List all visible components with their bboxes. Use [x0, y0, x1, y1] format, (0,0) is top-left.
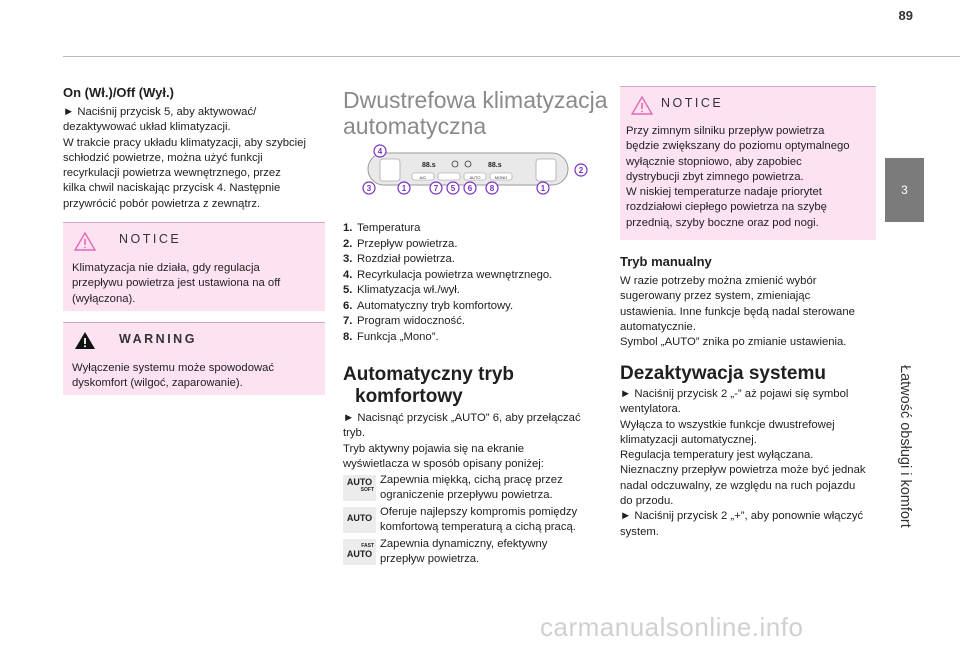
text-line: przepływu powietrza jest ustawiona na off: [72, 277, 281, 290]
deactivation-paragraph: [620, 387, 882, 540]
callout-label: 3: [366, 184, 372, 193]
text-line: wentylatora.: [620, 403, 681, 416]
notice-text: [72, 261, 322, 307]
manual-mode-paragraph: [620, 274, 880, 350]
list-item: 4. Recyrkulacja powietrza wewnętrznego.: [343, 268, 553, 281]
text-line: Wyłączenie systemu może spowodować: [72, 362, 275, 374]
text-line: przednią, szyby boczne oraz pod nogi.: [626, 216, 819, 229]
display-left: 88.s: [422, 162, 436, 169]
auto-icon: AUTO: [343, 507, 376, 533]
mode-soft-row: [343, 473, 588, 505]
callout-label: 8: [489, 184, 495, 193]
text-line: kilka chwil naciskając przycisk 4. Następnie: [63, 182, 281, 195]
page-number: 89: [898, 8, 913, 23]
text-line: Wyłącza to wszystkie funkcje dwustrefowej: [620, 418, 835, 431]
text-line: wyświetlacza w sposób opisany poniżej:: [343, 457, 544, 470]
text-line: W niskiej temperaturze nadaje priorytet: [626, 186, 822, 199]
mode-description: Oferuje najlepszy kompromis pomiędzy komfortową temperaturą a cichą pracą.: [380, 506, 578, 534]
text-line: Regulacja temperatury jest wyłączana.: [620, 449, 814, 462]
auto-mode-heading: [343, 364, 603, 408]
text-line: dystrybucji zbyt zimnego powietrza.: [626, 170, 804, 183]
ac-button-label: A/C: [419, 175, 427, 180]
text-line: recyrkulacji powietrza wewnętrznego, przez: [63, 167, 281, 180]
watermark: carmanualsonline.info: [540, 612, 804, 642]
text-line: automatycznie.: [620, 320, 696, 333]
climate-panel-diagram: [360, 143, 590, 203]
mono-button-label: MONO: [494, 175, 508, 180]
text-line: ► Naciśnij przycisk 2 „+”, aby ponownie włączyć: [620, 510, 864, 523]
heading-line: Automatyczny tryb: [343, 364, 515, 385]
mode-normal-row: [343, 505, 588, 537]
warning-triangle-icon: [631, 96, 653, 115]
callout-label: 2: [578, 166, 584, 175]
list-item: 2. Przepływ powietrza.: [343, 237, 458, 250]
notice-title: NOTICE: [661, 96, 724, 110]
right-temp-knob[interactable]: [536, 159, 556, 181]
list-item: 3. Rozdział powietrza.: [343, 253, 455, 265]
text-line: będzie zwiększany do poziomu optymalnego: [626, 140, 850, 153]
heading-line: automatyczna: [343, 113, 487, 139]
display-right: 88.s: [488, 162, 502, 169]
heading-line: komfortowy: [355, 386, 463, 407]
list-item: 7. Program widoczność.: [343, 315, 465, 327]
manual-mode-heading: Tryb manualny: [620, 254, 712, 269]
fast-auto-icon: FAST AUTO: [343, 539, 376, 565]
callout-label: 5: [450, 184, 456, 193]
deactivation-heading: Dezaktywacja systemu: [620, 363, 826, 384]
text-line: Klimatyzacja nie działa, gdy regulacja: [72, 262, 260, 274]
warning-triangle-icon: [74, 232, 96, 251]
auto-mode-paragraph: [343, 411, 603, 472]
mode-description: Zapewnia miękką, cichą pracę przez ograniczenie przepływu powietrza.: [380, 474, 563, 502]
text-line: klimatyzacji automatycznej.: [620, 433, 757, 446]
chapter-tab[interactable]: 3: [885, 158, 924, 222]
list-item: 1. Temperatura: [343, 222, 421, 234]
callout-label: 6: [467, 184, 473, 193]
onoff-heading: On (Wł.)/Off (Wył.): [63, 85, 174, 100]
auto-soft-icon: AUTO SOFT: [343, 475, 376, 501]
callout-label: 4: [377, 147, 383, 156]
auto-button-label: AUTO: [469, 175, 481, 180]
text-line: Nieznaczny przepływ powietrza może być jednak: [620, 464, 866, 477]
text-line: ► Nacisnąć przycisk „AUTO” 6, aby przełączać: [343, 412, 581, 424]
text-line: Przy zimnym silniku przepływ powietrza: [626, 125, 825, 137]
mode-description: Zapewnia dynamiczny, efektywny przepływ powietrza.: [380, 538, 548, 566]
ac-button[interactable]: [438, 173, 460, 180]
list-item: 8. Funkcja „Mono”.: [343, 330, 439, 343]
dual-zone-heading: [343, 87, 613, 139]
text-line: dezaktywować układ klimatyzacji.: [63, 121, 231, 134]
mode-fast-row: [343, 537, 588, 569]
text-line: nadal odczuwalny, ze względu na ruch pojazdu: [620, 479, 856, 492]
left-temp-knob[interactable]: [380, 159, 400, 181]
callout-label: 1: [401, 184, 407, 193]
notice-box-2: [620, 86, 876, 240]
text-line: Symbol „AUTO” znika po zmianie ustawienia.: [620, 336, 847, 349]
warning-text: [72, 361, 322, 392]
text-line: wyłącznie stopniowo, aby zapobiec: [626, 155, 802, 168]
text-line: tryb.: [343, 427, 365, 440]
text-line: ► Naciśnij przycisk 5, aby aktywować/: [63, 106, 257, 118]
notice-title: NOTICE: [119, 232, 182, 246]
chapter-title: Łatwość obsługi i komfort: [897, 365, 913, 528]
onoff-paragraph: [63, 105, 328, 212]
text-line: dyskomfort (wilgoć, zaparowanie).: [72, 377, 243, 390]
callout-label: 1: [540, 184, 546, 193]
text-line: rozdziałowi ciepłego powietrza na szybę: [626, 201, 827, 214]
legend-list: [343, 221, 603, 345]
text-line: schłodzić powietrze, można użyć funkcji: [63, 151, 263, 164]
text-line: W trakcie pracy układu klimatyzacji, aby szybciej: [63, 136, 306, 149]
list-item: 6. Automatyczny tryb komfortowy.: [343, 299, 514, 312]
text-line: ► Naciśnij przycisk 2 „-” aż pojawi się symbol: [620, 388, 849, 400]
warning-triangle-icon: [74, 331, 96, 350]
warning-box: [63, 322, 325, 395]
text-line: system.: [620, 525, 659, 538]
warning-title: WARNING: [119, 332, 197, 346]
text-line: W razie potrzeby można zmienić wybór: [620, 275, 817, 287]
heading-line: Dwustrefowa klimatyzacja: [343, 87, 608, 113]
header-rule: [63, 56, 960, 57]
notice-box: [63, 222, 325, 311]
text-line: Tryb aktywny pojawia się na ekranie: [343, 442, 525, 455]
text-line: sugerowany przez system, zmieniając: [620, 290, 811, 303]
text-line: do przodu.: [620, 495, 674, 508]
text-line: ustawienia. Inne funkcje będą nadal sterowane: [620, 305, 855, 318]
notice-text: [626, 124, 874, 231]
callout-label: 7: [433, 184, 439, 193]
text-line: (wyłączona).: [72, 292, 136, 305]
list-item: 5. Klimatyzacja wł./wył.: [343, 284, 460, 296]
text-line: przywrócić pobór powietrza z zewnątrz.: [63, 197, 261, 210]
